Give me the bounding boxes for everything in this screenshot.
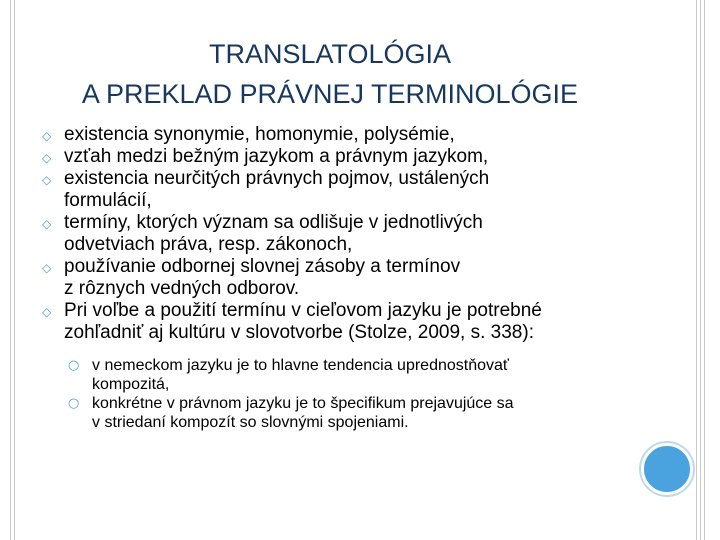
hollow-diamond-icon: ◇ <box>42 217 52 231</box>
bullet-item <box>42 300 642 344</box>
bullet-text: používanie odbornej slovnej zásoby a termínov <box>64 256 461 277</box>
sub-bullet-list <box>42 356 642 432</box>
bullet-text: existencia neurčitých právnych pojmov, ustálených <box>64 168 490 189</box>
bullet-text: zohľadniť aj kultúru v slovotvorbe (Stolze, 2009, s. 338): <box>64 322 534 343</box>
right-border-line <box>704 0 705 540</box>
bullet-item <box>42 256 642 300</box>
hollow-circle-icon: ○ <box>68 358 80 373</box>
sub-bullet-item <box>64 394 642 432</box>
bullet-item <box>42 168 642 212</box>
bullet-text: existencia synonymie, homonymie, polysémie, <box>64 124 455 145</box>
bullet-text: termíny, ktorých význam sa odlišuje v jednotlivých <box>64 212 483 233</box>
decorative-circle <box>641 443 693 495</box>
bullet-text: Pri voľbe a použití termínu v cieľovom jazyku je potrebné <box>64 300 542 321</box>
left-border-line <box>14 0 15 540</box>
hollow-diamond-icon: ◇ <box>42 305 52 319</box>
right-border-line <box>700 0 701 540</box>
right-border-line <box>696 0 697 540</box>
bullet-item <box>42 146 642 168</box>
bullet-list <box>42 124 642 432</box>
sub-bullet-text: konkrétne v právnom jazyku je to špecifikum prejavujúce sa <box>92 395 514 412</box>
sub-bullet-text: v nemeckom jazyku je to hlavne tendencia uprednostňovať <box>92 357 509 374</box>
sub-bullet-item <box>64 356 642 394</box>
hollow-diamond-icon: ◇ <box>42 151 52 165</box>
bullet-item <box>42 212 642 256</box>
bullet-text: odvetviach práva, resp. zákonoch, <box>64 234 353 255</box>
slide-title-line: A PREKLAD PRÁVNEJ TERMINOLÓGIE <box>81 79 579 109</box>
hollow-circle-icon: ○ <box>68 396 80 411</box>
bullet-item <box>42 124 642 146</box>
hollow-diamond-icon: ◇ <box>42 129 52 143</box>
hollow-diamond-icon: ◇ <box>42 173 52 187</box>
bullet-text: vzťah medzi bežným jazykom a právnym jazykom, <box>64 146 489 167</box>
bullet-text: z rôznych vedných odborov. <box>64 278 300 299</box>
sub-bullet-text: kompozitá, <box>92 376 170 393</box>
slide-title-line: TRANSLATOLÓGIA <box>208 39 452 69</box>
bullet-text: formulácií, <box>64 190 152 211</box>
hollow-diamond-icon: ◇ <box>42 261 52 275</box>
left-border-line <box>10 0 11 540</box>
slide-title <box>20 34 640 114</box>
sub-bullet-text: v striedaní kompozít so slovnými spojeniami. <box>92 414 409 431</box>
